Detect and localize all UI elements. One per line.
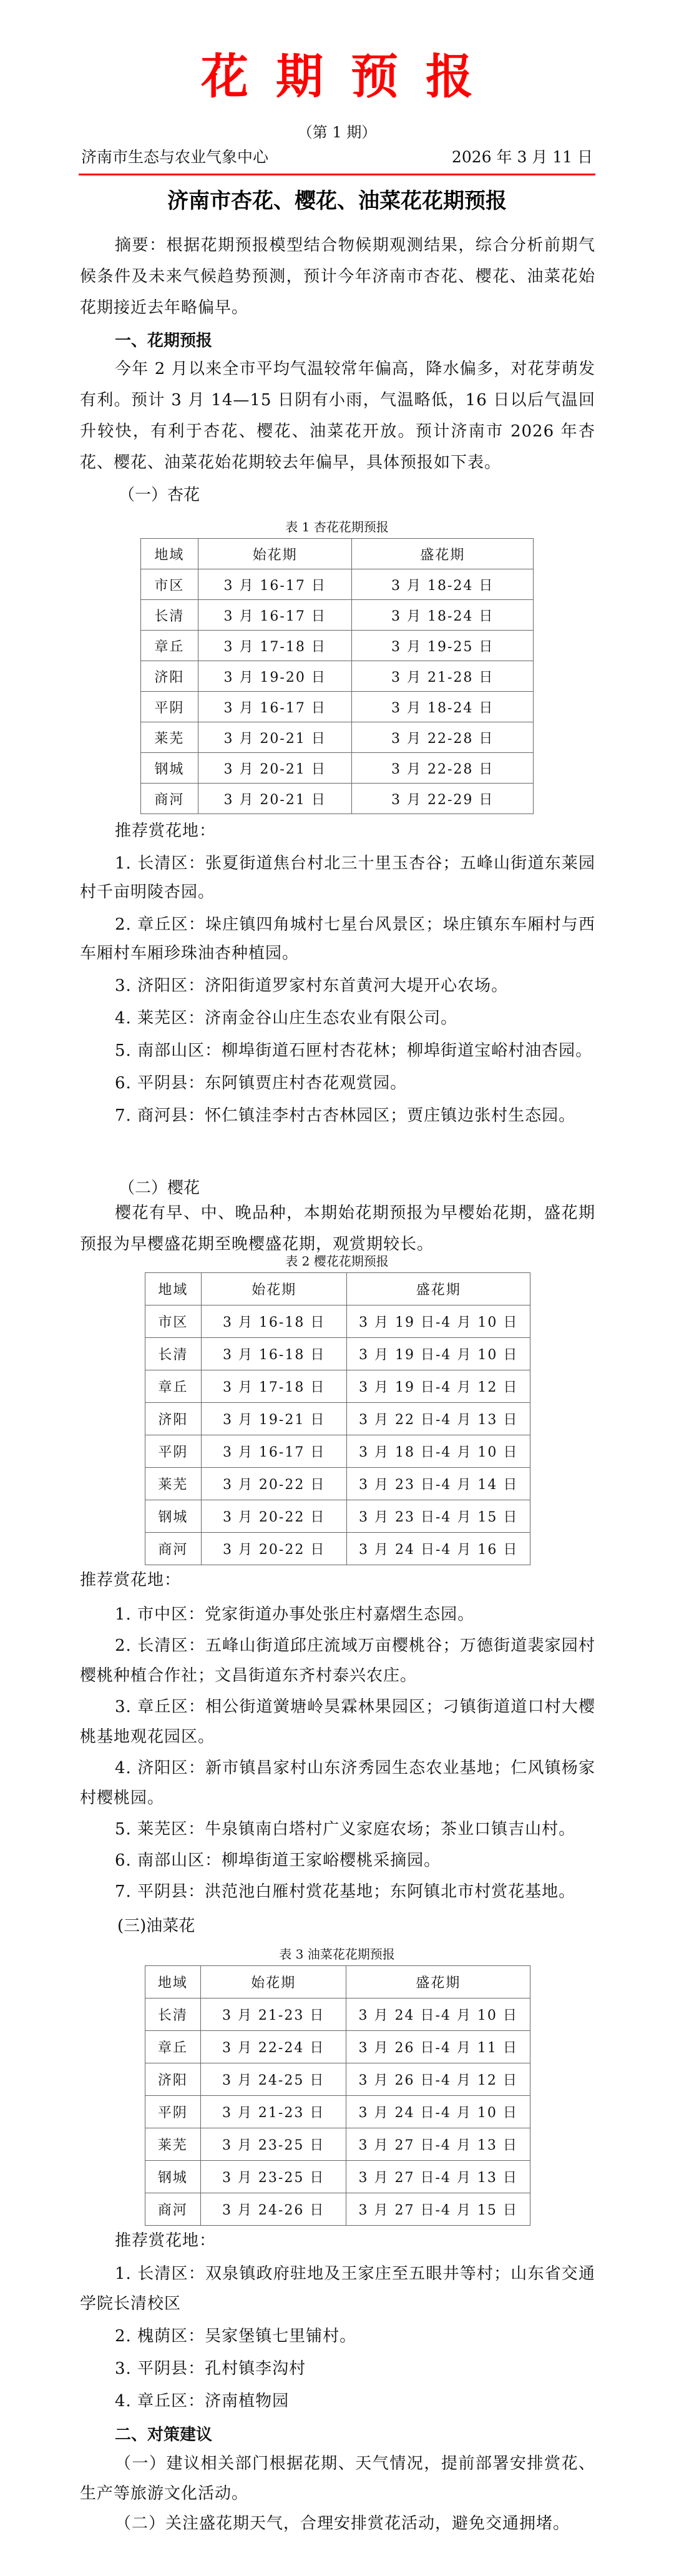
table-cell: 平阴 [145, 1435, 202, 1468]
table-cell: 济阳 [145, 2063, 201, 2096]
table-cell: 3 月 20-21 日 [198, 753, 352, 784]
issue-date: 2026 年 3 月 11 日 [451, 148, 593, 166]
table-cell: 商河 [145, 2193, 201, 2226]
table-row [141, 600, 534, 631]
list-item: 2. 长清区：五峰山街道邱庄流域万亩樱桃谷；万德街道裴家园村樱桃种植合作社；文昌街道东齐村泰兴农庄。 [80, 1636, 595, 1685]
document-title: 济南市杏花、樱花、油菜花花期预报 [167, 189, 507, 214]
table-row [141, 661, 534, 692]
table-row [141, 753, 534, 784]
table-cell: 3 月 23-25 日 [200, 2128, 346, 2161]
column-header: 地域 [145, 1273, 202, 1305]
table-row [145, 1370, 530, 1403]
table-cell: 3 月 19 日-4 月 12 日 [347, 1370, 530, 1403]
table-cell: 钢城 [145, 1500, 202, 1533]
list-item: 4. 莱芜区：济南金谷山庄生态农业有限公司。 [115, 1009, 458, 1028]
table-row [145, 1435, 530, 1468]
table-cell: 市区 [145, 1305, 202, 1338]
subsection-heading-apricot: （一）杏花 [119, 486, 200, 504]
subsection-heading-cherry: （二）樱花 [119, 1179, 200, 1197]
subsection-heading-rapeseed: (三)油菜花 [117, 1917, 195, 1935]
abstract: 摘要：根据花期预报模型结合物候期观测结果，综合分析前期气候条件及未来气候趋势预测，预计今年济南市杏花、樱花、油菜花始花期接近去年略偏早。 [80, 236, 595, 317]
table-cell: 3 月 19 日-4 月 10 日 [347, 1338, 530, 1370]
table-row [145, 2128, 530, 2161]
table-cell: 长清 [145, 1998, 201, 2031]
rapeseed-forecast-table [145, 1965, 530, 2226]
table-cell: 3 月 22-28 日 [352, 722, 534, 753]
table-cell: 3 月 18-24 日 [352, 600, 534, 631]
cherry-intro: 樱花有早、中、晚品种，本期始花期预报为早樱始花期，盛花期预报为早樱盛花期至晚樱盛花期，观赏期较长。 [80, 1204, 595, 1254]
spots-label-apricot: 推荐赏花地： [115, 822, 217, 840]
table-cell: 3 月 20-22 日 [201, 1468, 347, 1500]
section-heading-forecast: 一、花期预报 [115, 332, 213, 350]
table-cell: 钢城 [145, 2161, 201, 2193]
table-cell: 3 月 23 日-4 月 14 日 [347, 1468, 530, 1500]
table-row [141, 692, 534, 722]
table-row [145, 1338, 530, 1370]
table-cell: 3 月 26 日-4 月 11 日 [346, 2031, 530, 2063]
table-cell: 3 月 21-23 日 [200, 2096, 346, 2128]
spots-label-cherry: 推荐赏花地： [80, 1571, 182, 1590]
table-cell: 平阴 [141, 692, 198, 722]
list-item: 2. 槐荫区：吴家堡镇七里铺村。 [115, 2327, 357, 2346]
table-cell: 3 月 19 日-4 月 10 日 [347, 1305, 530, 1338]
list-item: 1. 长清区：张夏街道焦台村北三十里玉杏谷；五峰山街道东莱园村千亩明陵杏园。 [80, 854, 595, 902]
table-cell: 3 月 16-18 日 [201, 1338, 347, 1370]
list-item: 1. 长清区：双泉镇政府驻地及王家庄至五眼井等村；山东省交通学院长清校区 [80, 2264, 595, 2313]
list-item: 3. 济阳区：济阳街道罗家村东首黄河大堤开心农场。 [115, 976, 509, 995]
column-header: 地域 [145, 1966, 201, 1998]
table-cell: 章丘 [145, 1370, 202, 1403]
list-item: （二）关注盛花期天气，合理安排赏花活动，避免交通拥堵。 [115, 2514, 570, 2533]
column-header: 盛花期 [346, 1966, 530, 1998]
table-cell: 3 月 23 日-4 月 15 日 [347, 1500, 530, 1533]
table-cell: 莱芜 [141, 722, 198, 753]
table-cell: 长清 [141, 600, 198, 631]
table-cell: 3 月 26 日-4 月 12 日 [346, 2063, 530, 2096]
table-cell: 3 月 16-17 日 [198, 569, 352, 600]
table-caption-apricot: 表 1 杏花花期预报 [285, 519, 389, 534]
table-header-row [145, 1966, 530, 1998]
list-item: 4. 济阳区：新市镇昌家村山东济秀园生态农业基地；仁风镇杨家村樱桃园。 [80, 1759, 595, 1807]
table-cell: 3 月 27 日-4 月 13 日 [346, 2161, 530, 2193]
table-row [145, 1468, 530, 1500]
table-cell: 莱芜 [145, 1468, 202, 1500]
table-cell: 3 月 27 日-4 月 13 日 [346, 2128, 530, 2161]
column-header: 始花期 [198, 539, 352, 569]
table-cell: 3 月 23-25 日 [200, 2161, 346, 2193]
table-cell: 3 月 18-24 日 [352, 692, 534, 722]
table-cell: 济阳 [145, 1403, 202, 1435]
list-item: 3. 平阴县：孔村镇李沟村 [115, 2359, 306, 2378]
table-row [141, 722, 534, 753]
table-cell: 3 月 20-21 日 [198, 722, 352, 753]
table-cell: 3 月 24 日-4 月 16 日 [347, 1533, 530, 1565]
column-header: 始花期 [200, 1966, 346, 1998]
table-row [145, 2063, 530, 2096]
masthead-title: 花期预报 [201, 49, 501, 104]
table-row [145, 2096, 530, 2128]
column-header: 盛花期 [352, 539, 534, 569]
issue-number: （第 1 期） [297, 124, 377, 141]
column-header: 盛花期 [347, 1273, 530, 1305]
recommendations-list [80, 2449, 595, 2539]
table-cell: 3 月 16-17 日 [201, 1435, 347, 1468]
table-cell: 莱芜 [145, 2128, 201, 2161]
list-item: 1. 市中区：党家街道办事处张庄村嘉熠生态园。 [115, 1605, 475, 1624]
table-cell: 商河 [145, 1533, 202, 1565]
table-cell: 3 月 22-29 日 [352, 784, 534, 814]
table-cell: 3 月 24-25 日 [200, 2063, 346, 2096]
table-cell: 3 月 20-21 日 [198, 784, 352, 814]
list-item: 6. 平阴县：东阿镇贾庄村杏花观赏园。 [115, 1074, 408, 1093]
table-cell: 3 月 17-18 日 [201, 1370, 347, 1403]
table-cell: 商河 [141, 784, 198, 814]
table-row [145, 1305, 530, 1338]
table-row [141, 631, 534, 661]
apricot-spots-list [80, 849, 595, 1134]
table-caption-cherry: 表 2 樱花花期预报 [285, 1254, 389, 1269]
list-item: 2. 章丘区：垛庄镇四角城村七星台风景区；垛庄镇东车厢村与西车厢村车厢珍珠油杏种植园。 [80, 915, 595, 963]
table-cell: 3 月 27 日-4 月 15 日 [346, 2193, 530, 2226]
table-cell: 3 月 22-24 日 [200, 2031, 346, 2063]
table-cell: 3 月 22 日-4 月 13 日 [347, 1403, 530, 1435]
apricot-forecast-table [140, 538, 534, 814]
table-cell: 3 月 21-28 日 [352, 661, 534, 692]
table-cell: 3 月 20-22 日 [201, 1533, 347, 1565]
table-row [145, 1500, 530, 1533]
cherry-forecast-table [145, 1272, 530, 1565]
table-cell: 市区 [141, 569, 198, 600]
list-item: 5. 莱芜区：牛泉镇南白塔村广义家庭农场；茶业口镇吉山村。 [115, 1820, 576, 1839]
spots-label-rapeseed: 推荐赏花地： [115, 2231, 217, 2250]
table-cell: 3 月 16-17 日 [198, 600, 352, 631]
list-item: 4. 章丘区：济南植物园 [115, 2392, 290, 2411]
list-item: 5. 南部山区：柳埠街道石匣村杏花林；柳埠街道宝峪村油杏园。 [115, 1041, 593, 1060]
table-header-row [141, 539, 534, 569]
table-cell: 3 月 18 日-4 月 10 日 [347, 1435, 530, 1468]
issuing-organization: 济南市生态与农业气象中心 [81, 148, 269, 166]
table-cell: 3 月 16-17 日 [198, 692, 352, 722]
table-row [145, 2031, 530, 2063]
table-row [141, 569, 534, 600]
table-cell: 3 月 24 日-4 月 10 日 [346, 2096, 530, 2128]
rapeseed-spots-list [80, 2259, 595, 2419]
table-row [141, 784, 534, 814]
table-cell: 章丘 [145, 2031, 201, 2063]
section-heading-recommendations: 二、对策建议 [115, 2426, 213, 2444]
table-cell: 3 月 20-22 日 [201, 1500, 347, 1533]
list-item: 6. 南部山区：柳埠街道王家峪樱桃采摘园。 [115, 1851, 441, 1870]
list-item: （一）建议相关部门根据花期、天气情况，提前部署安排赏花、生产等旅游文化活动。 [80, 2454, 595, 2503]
table-row [145, 2161, 530, 2193]
table-cell: 3 月 22-28 日 [352, 753, 534, 784]
table-cell: 3 月 24 日-4 月 10 日 [346, 1998, 530, 2031]
list-item: 7. 平阴县：洪范池白雁村赏花基地；东阿镇北市村赏花基地。 [115, 1882, 576, 1901]
list-item: 7. 商河县：怀仁镇洼李村古杏林园区；贾庄镇边张村生态园。 [115, 1106, 576, 1125]
forecast-intro: 今年 2 月以来全市平均气温较常年偏高，降水偏多，对花芽萌发有利。预计 3 月 14—15 日阴有小雨，气温略低，16 日以后气温回升较快，有利于杏花、樱花、油菜花开放。预计济南市 2026 年杏花、樱花、油菜花始花期较去年偏早，具体预报如下表。 [80, 360, 595, 472]
table-cell: 3 月 16-18 日 [201, 1305, 347, 1338]
table-cell: 章丘 [141, 631, 198, 661]
cherry-spots-list [80, 1600, 595, 1908]
column-header: 地域 [141, 539, 198, 569]
table-cell: 3 月 17-18 日 [198, 631, 352, 661]
table-cell: 3 月 19-20 日 [198, 661, 352, 692]
table-cell: 平阴 [145, 2096, 201, 2128]
table-cell: 3 月 21-23 日 [200, 1998, 346, 2031]
list-item: 3. 章丘区：相公街道黉塘岭昊霖林果园区；刁镇街道道口村大樱桃基地观花园区。 [80, 1698, 595, 1746]
table-header-row [145, 1273, 530, 1305]
table-row [145, 1533, 530, 1565]
column-header: 始花期 [201, 1273, 347, 1305]
table-cell: 济阳 [141, 661, 198, 692]
table-row [145, 2193, 530, 2226]
table-cell: 3 月 24-26 日 [200, 2193, 346, 2226]
table-cell: 3 月 18-24 日 [352, 569, 534, 600]
table-cell: 钢城 [141, 753, 198, 784]
table-cell: 3 月 19-21 日 [201, 1403, 347, 1435]
table-row [145, 1403, 530, 1435]
header-red-rule [79, 174, 595, 175]
table-caption-rapeseed: 表 3 油菜花花期预报 [279, 1947, 395, 1962]
table-row [145, 1998, 530, 2031]
table-cell: 3 月 19-25 日 [352, 631, 534, 661]
table-cell: 长清 [145, 1338, 202, 1370]
